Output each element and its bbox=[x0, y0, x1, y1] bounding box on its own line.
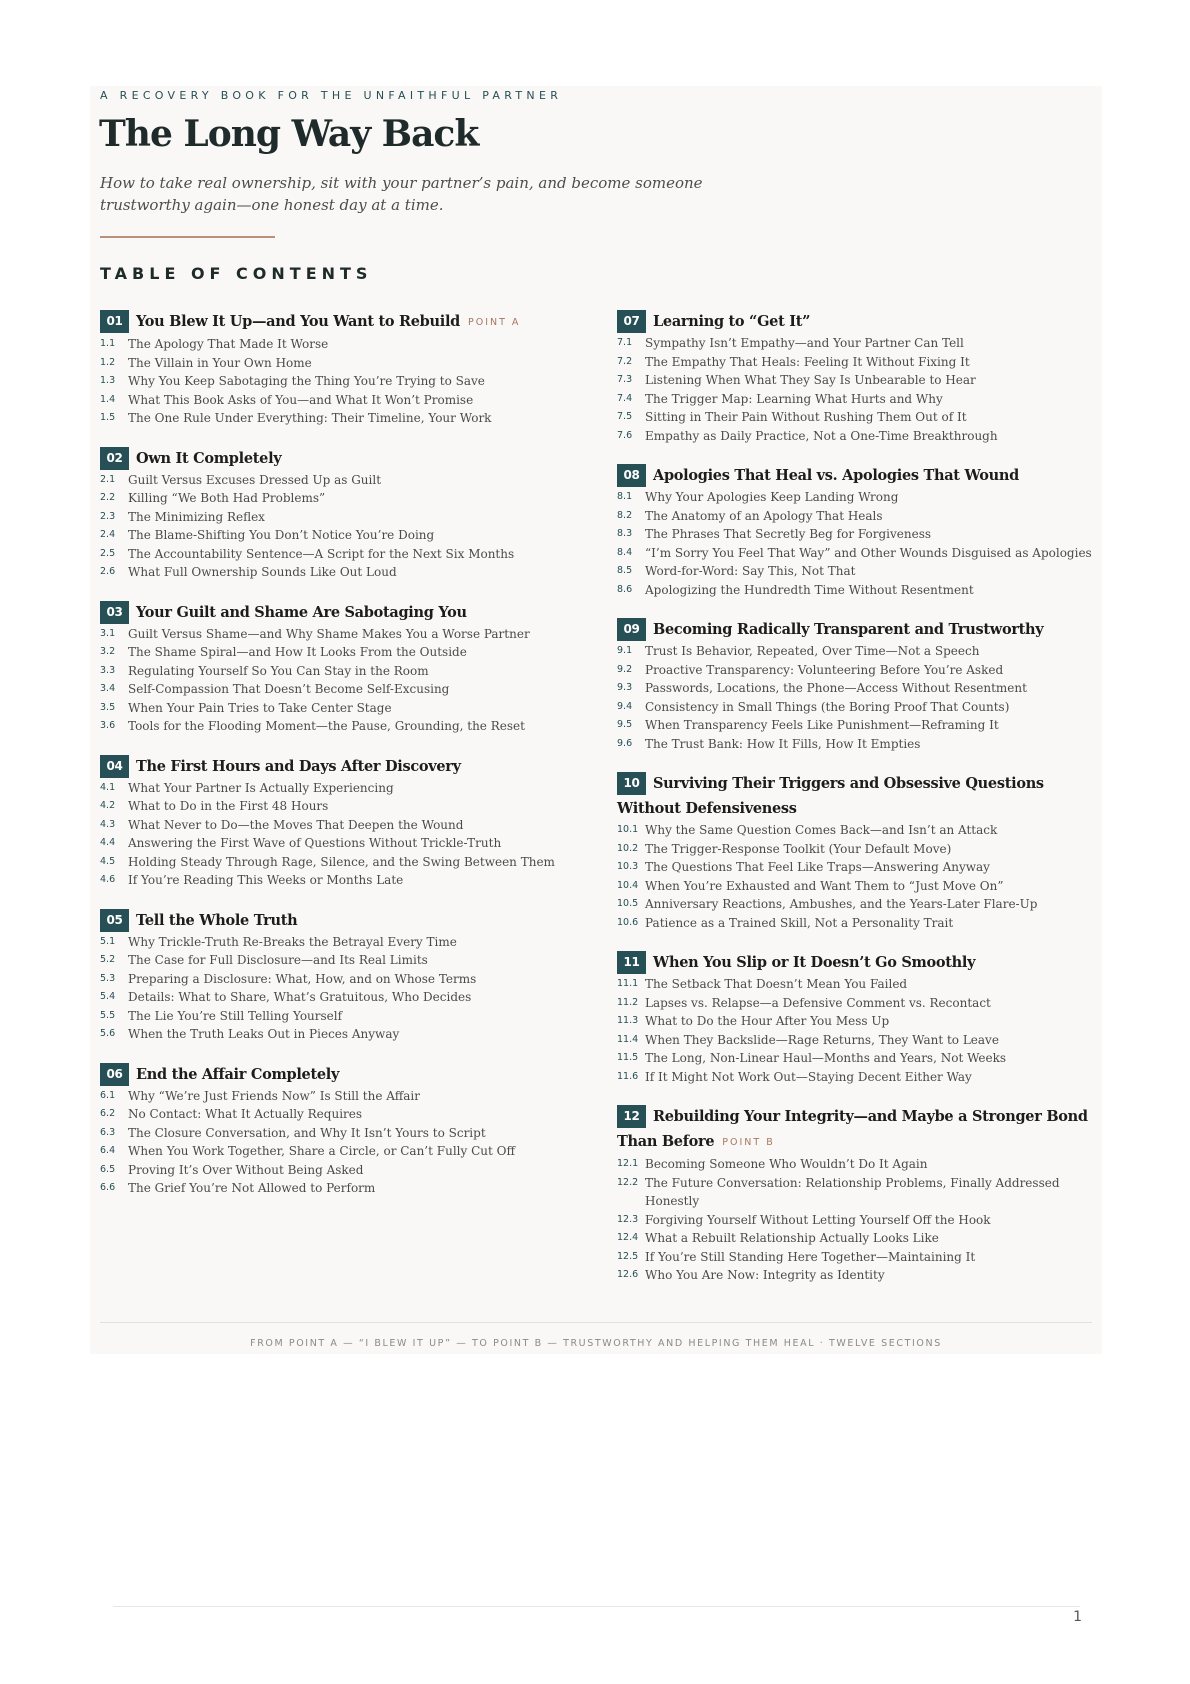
toc-section bbox=[100, 309, 570, 428]
section-item-list bbox=[617, 334, 1092, 445]
toc-item-number: 3.1 bbox=[100, 627, 116, 639]
toc-item-number: 8.5 bbox=[617, 565, 633, 576]
toc-item[interactable] bbox=[100, 970, 570, 989]
toc-item[interactable] bbox=[617, 334, 1092, 353]
toc-item-title: Listening When What They Say Is Unbearable to Hear bbox=[645, 373, 976, 387]
toc-item-title: Guilt Versus Shame—and Why Shame Makes You a Worse Partner bbox=[128, 626, 530, 641]
toc-item[interactable] bbox=[617, 975, 1092, 994]
toc-item[interactable] bbox=[100, 699, 570, 718]
toc-item[interactable] bbox=[617, 1174, 1092, 1211]
page-footer-rule bbox=[113, 1606, 1080, 1607]
toc-item-title: Consistency in Small Things (the Boring Proof That Counts) bbox=[645, 699, 1010, 714]
toc-item[interactable] bbox=[100, 508, 570, 527]
toc-item-title: Tools for the Flooding Moment—the Pause, Grounding, the Reset bbox=[128, 719, 525, 733]
toc-item-number: 12.5 bbox=[617, 1250, 639, 1262]
section-title: Your Guilt and Shame Are Sabotaging You bbox=[136, 603, 467, 621]
toc-item-title: What a Rebuilt Relationship Actually Looks Like bbox=[645, 1231, 939, 1245]
toc-item[interactable] bbox=[617, 427, 1092, 446]
toc-item-title: The Lie You’re Still Telling Yourself bbox=[128, 1008, 343, 1023]
toc-item-number: 2.6 bbox=[100, 566, 116, 577]
toc-item-title: Why You Keep Sabotaging the Thing You’re Trying to Save bbox=[128, 374, 485, 388]
toc-item-number: 1.1 bbox=[100, 338, 116, 349]
toc-item[interactable] bbox=[100, 1105, 570, 1124]
toc-item-title: The Closure Conversation, and Why It Isn’t Yours to Script bbox=[128, 1125, 486, 1140]
toc-item-title: Trust Is Behavior, Repeated, Over Time—Not a Speech bbox=[645, 644, 980, 658]
section-heading[interactable] bbox=[100, 1062, 570, 1087]
toc-section bbox=[617, 950, 1092, 1086]
toc-item-title: Sympathy Isn’t Empathy—and Your Partner Can Tell bbox=[645, 336, 964, 350]
toc-item-number: 11.5 bbox=[617, 1052, 639, 1063]
toc-item[interactable] bbox=[617, 488, 1092, 507]
toc-item[interactable] bbox=[617, 525, 1092, 544]
toc-item-title: The Villain in Your Own Home bbox=[128, 355, 312, 370]
book-kicker: A RECOVERY BOOK FOR THE UNFAITHFUL PARTNER bbox=[100, 89, 563, 102]
toc-item-title: The Setback That Doesn’t Mean You Failed bbox=[645, 977, 908, 991]
toc-item[interactable] bbox=[100, 1007, 570, 1026]
toc-item-number: 9.4 bbox=[617, 700, 633, 712]
toc-item-number: 6.4 bbox=[100, 1145, 116, 1156]
toc-item-title: Guilt Versus Excuses Dressed Up as Guilt bbox=[128, 472, 382, 487]
toc-item[interactable] bbox=[100, 680, 570, 699]
toc-item-title: When You Work Together, Share a Circle, or Can’t Fully Cut Off bbox=[128, 1144, 515, 1158]
toc-item-title: When Transparency Feels Like Punishment—Reframing It bbox=[645, 718, 999, 732]
toc-item[interactable] bbox=[617, 1248, 1092, 1267]
toc-item-title: The One Rule Under Everything: Their Timeline, Your Work bbox=[128, 411, 492, 425]
toc-item-title: Lapses vs. Relapse—a Defensive Comment vs. Recontact bbox=[645, 995, 991, 1010]
toc-item[interactable] bbox=[100, 643, 570, 662]
toc-item-number: 1.3 bbox=[100, 375, 116, 386]
point-tag: POINT A bbox=[468, 317, 521, 328]
accent-rule bbox=[100, 236, 275, 238]
toc-item[interactable] bbox=[100, 717, 570, 736]
toc-item[interactable] bbox=[100, 816, 570, 835]
toc-item-number: 5.1 bbox=[100, 935, 116, 947]
toc-item-title: Sitting in Their Pain Without Rushing Them Out of It bbox=[645, 410, 967, 424]
toc-item-title: Word-for-Word: Say This, Not That bbox=[645, 564, 856, 578]
toc-item-number: 6.2 bbox=[100, 1108, 116, 1119]
toc-item[interactable] bbox=[100, 1087, 570, 1106]
toc-item[interactable] bbox=[100, 988, 570, 1007]
toc-item[interactable] bbox=[100, 951, 570, 970]
toc-section bbox=[617, 463, 1092, 599]
toc-item-title: If You’re Still Standing Here Together—Maintaining It bbox=[645, 1249, 976, 1264]
toc-item-number: 10.2 bbox=[617, 842, 639, 854]
toc-item-number: 11.4 bbox=[617, 1033, 639, 1045]
section-title: Learning to “Get It” bbox=[653, 313, 811, 330]
section-title: End the Affair Completely bbox=[136, 1065, 340, 1083]
toc-item-number: 8.4 bbox=[617, 546, 633, 558]
toc-section bbox=[100, 446, 570, 582]
toc-item-number: 9.6 bbox=[617, 737, 633, 749]
toc-item[interactable] bbox=[100, 354, 570, 373]
toc-section bbox=[617, 617, 1092, 753]
toc-item-number: 3.6 bbox=[100, 720, 116, 731]
section-number-badge: 09 bbox=[617, 618, 646, 641]
toc-item-title: Apologizing the Hundredth Time Without Resentment bbox=[645, 582, 974, 597]
toc-item[interactable] bbox=[100, 545, 570, 564]
toc-item-number: 4.2 bbox=[100, 800, 116, 811]
toc-item[interactable] bbox=[100, 563, 570, 582]
toc-item[interactable] bbox=[617, 408, 1092, 427]
toc-item[interactable] bbox=[100, 797, 570, 816]
section-number-badge: 04 bbox=[100, 755, 129, 778]
toc-section bbox=[617, 771, 1092, 932]
toc-item-number: 5.4 bbox=[100, 991, 116, 1002]
toc-item[interactable] bbox=[617, 821, 1092, 840]
toc-section bbox=[617, 1104, 1092, 1285]
toc-item-number: 4.1 bbox=[100, 781, 116, 793]
section-item-list bbox=[100, 933, 570, 1044]
toc-item[interactable] bbox=[100, 834, 570, 853]
section-title: Becoming Radically Transparent and Trustworthy bbox=[653, 621, 1044, 638]
toc-item-title: Why Your Apologies Keep Landing Wrong bbox=[645, 490, 899, 504]
toc-item-number: 11.1 bbox=[617, 978, 639, 989]
toc-item[interactable] bbox=[100, 871, 570, 890]
toc-item[interactable] bbox=[617, 371, 1092, 390]
toc-item-title: The Trigger-Response Toolkit (Your Default Move) bbox=[645, 841, 952, 856]
toc-item-number: 12.3 bbox=[617, 1213, 639, 1225]
toc-item-number: 7.1 bbox=[617, 337, 633, 348]
toc-item-title: The Phrases That Secretly Beg for Forgiveness bbox=[645, 527, 932, 541]
toc-item-title: The Trust Bank: How It Fills, How It Empties bbox=[645, 736, 921, 751]
section-heading[interactable] bbox=[100, 309, 570, 335]
section-title: Apologies That Heal vs. Apologies That Wound bbox=[653, 467, 1019, 484]
toc-item-number: 5.2 bbox=[100, 954, 116, 965]
section-number-badge: 01 bbox=[100, 310, 129, 333]
toc-item-number: 10.3 bbox=[617, 861, 639, 872]
toc-item[interactable] bbox=[617, 1155, 1092, 1174]
toc-section bbox=[100, 600, 570, 736]
toc-item-title: Holding Steady Through Rage, Silence, and the Swing Between Them bbox=[128, 854, 555, 869]
toc-item-title: The Minimizing Reflex bbox=[128, 509, 265, 524]
section-heading[interactable] bbox=[617, 1104, 1092, 1155]
toc-item-title: What Full Ownership Sounds Like Out Loud bbox=[128, 565, 397, 579]
section-number-badge: 07 bbox=[617, 310, 646, 333]
toc-item[interactable] bbox=[617, 544, 1092, 563]
toc-item-number: 5.3 bbox=[100, 972, 116, 984]
section-item-list bbox=[100, 625, 570, 736]
toc-item-number: 6.6 bbox=[100, 1182, 116, 1193]
toc-item-title: The Trigger Map: Learning What Hurts and Why bbox=[645, 391, 943, 406]
toc-item-number: 11.3 bbox=[617, 1015, 639, 1026]
toc-item-title: The Empathy That Heals: Feeling It Without Fixing It bbox=[645, 354, 970, 369]
section-item-list bbox=[100, 335, 570, 428]
section-title: You Blew It Up—and You Want to Rebuild bbox=[136, 313, 460, 330]
toc-item[interactable] bbox=[100, 372, 570, 391]
section-heading[interactable] bbox=[617, 617, 1092, 642]
toc-item[interactable] bbox=[100, 625, 570, 644]
toc-item-number: 8.6 bbox=[617, 583, 633, 595]
toc-item-title: Empathy as Daily Practice, Not a One-Time Breakthrough bbox=[645, 428, 998, 443]
toc-item-number: 5.5 bbox=[100, 1009, 116, 1021]
toc-item[interactable] bbox=[617, 642, 1092, 661]
toc-item-number: 1.5 bbox=[100, 412, 116, 423]
section-item-list bbox=[617, 1155, 1092, 1285]
toc-item[interactable] bbox=[100, 1124, 570, 1143]
section-title: Surviving Their Triggers and Obsessive Questions Without Defensiveness bbox=[617, 775, 1044, 817]
toc-item-number: 3.2 bbox=[100, 646, 116, 657]
toc-column-right bbox=[617, 309, 1092, 1303]
section-item-list bbox=[617, 975, 1092, 1086]
toc-item-title: The Anatomy of an Apology That Heals bbox=[645, 508, 883, 523]
toc-item-title: Self-Compassion That Doesn’t Become Self-Excusing bbox=[128, 682, 450, 696]
toc-item[interactable] bbox=[617, 562, 1092, 581]
toc-item[interactable] bbox=[617, 1211, 1092, 1230]
toc-item[interactable] bbox=[100, 662, 570, 681]
point-tag: POINT B bbox=[722, 1137, 775, 1148]
toc-item[interactable] bbox=[617, 698, 1092, 717]
toc-item-number: 1.4 bbox=[100, 393, 116, 405]
footer-tagline: FROM POINT A — “I BLEW IT UP” — TO POINT B — TRUSTWORTHY AND HELPING THEM HEAL · TWELVE SECTIONS bbox=[250, 1338, 942, 1349]
toc-item-number: 9.1 bbox=[617, 645, 633, 656]
toc-item-title: What Your Partner Is Actually Experiencing bbox=[128, 780, 394, 795]
toc-item-number: 4.5 bbox=[100, 855, 116, 867]
toc-item-number: 10.6 bbox=[617, 916, 639, 928]
page-number: 1 bbox=[1073, 1609, 1082, 1625]
toc-item-number: 7.3 bbox=[617, 374, 633, 385]
section-heading[interactable] bbox=[100, 600, 570, 625]
toc-item-title: Why Trickle-Truth Re-Breaks the Betrayal Every Time bbox=[128, 934, 457, 949]
section-number-badge: 02 bbox=[100, 447, 129, 470]
toc-item-title: What to Do in the First 48 Hours bbox=[128, 799, 329, 813]
toc-item-number: 1.2 bbox=[100, 356, 116, 368]
section-title: Own It Completely bbox=[136, 449, 282, 467]
toc-item-number: 9.3 bbox=[617, 682, 633, 693]
toc-item-title: What Never to Do—the Moves That Deepen the Wound bbox=[128, 817, 464, 832]
section-title: When You Slip or It Doesn’t Go Smoothly bbox=[653, 954, 976, 971]
section-item-list bbox=[617, 642, 1092, 753]
toc-item-title: When the Truth Leaks Out in Pieces Anyway bbox=[128, 1027, 400, 1041]
toc-item-title: Killing “We Both Had Problems” bbox=[128, 491, 326, 505]
toc-item-number: 7.4 bbox=[617, 392, 633, 404]
toc-item-number: 2.3 bbox=[100, 510, 116, 522]
toc-item-title: The Grief You’re Not Allowed to Perform bbox=[128, 1181, 376, 1195]
toc-item-title: The Future Conversation: Relationship Problems, Finally Addressed Honestly bbox=[645, 1175, 1060, 1208]
toc-item[interactable] bbox=[617, 581, 1092, 600]
toc-item-number: 12.4 bbox=[617, 1232, 639, 1243]
toc-item[interactable] bbox=[617, 390, 1092, 409]
toc-item[interactable] bbox=[617, 895, 1092, 914]
toc-item[interactable] bbox=[617, 1266, 1092, 1285]
toc-item-number: 4.6 bbox=[100, 874, 116, 885]
toc-item[interactable] bbox=[100, 779, 570, 798]
toc-item-title: Becoming Someone Who Wouldn’t Do It Again bbox=[645, 1157, 928, 1171]
toc-item-number: 10.4 bbox=[617, 879, 639, 891]
toc-item-title: The Apology That Made It Worse bbox=[128, 337, 329, 351]
section-heading[interactable] bbox=[617, 771, 1092, 821]
toc-item[interactable] bbox=[617, 1012, 1092, 1031]
footer-rule bbox=[100, 1322, 1092, 1323]
toc-item-title: The Case for Full Disclosure—and Its Real Limits bbox=[128, 953, 428, 967]
toc-item[interactable] bbox=[100, 1025, 570, 1044]
toc-item[interactable] bbox=[100, 1142, 570, 1161]
section-item-list bbox=[100, 1087, 570, 1198]
toc-item-number: 8.1 bbox=[617, 491, 633, 502]
toc-item[interactable] bbox=[100, 471, 570, 490]
toc-section bbox=[100, 1062, 570, 1198]
toc-column-left bbox=[100, 309, 570, 1216]
toc-item[interactable] bbox=[100, 409, 570, 428]
toc-item-number: 12.1 bbox=[617, 1158, 639, 1169]
section-title: Rebuilding Your Integrity—and Maybe a Stronger Bond Than Before bbox=[617, 1108, 1088, 1150]
toc-item[interactable] bbox=[100, 933, 570, 952]
toc-item-number: 11.2 bbox=[617, 996, 639, 1008]
toc-item-title: No Contact: What It Actually Requires bbox=[128, 1107, 363, 1121]
toc-item[interactable] bbox=[617, 1031, 1092, 1050]
toc-item-number: 12.2 bbox=[617, 1176, 639, 1188]
toc-item[interactable] bbox=[617, 661, 1092, 680]
toc-item[interactable] bbox=[617, 735, 1092, 754]
toc-item[interactable] bbox=[617, 840, 1092, 859]
toc-item-title: What This Book Asks of You—and What It Won’t Promise bbox=[128, 392, 474, 407]
toc-item[interactable] bbox=[100, 1179, 570, 1198]
section-heading[interactable] bbox=[617, 950, 1092, 975]
toc-item-number: 2.1 bbox=[100, 473, 116, 485]
toc-item[interactable] bbox=[617, 1229, 1092, 1248]
section-item-list bbox=[100, 471, 570, 582]
toc-item[interactable] bbox=[617, 914, 1092, 933]
toc-item-number: 7.2 bbox=[617, 355, 633, 367]
section-number-badge: 06 bbox=[100, 1063, 129, 1086]
section-number-badge: 03 bbox=[100, 601, 129, 624]
toc-item-title: The Blame-Shifting You Don’t Notice You’re Doing bbox=[128, 528, 435, 542]
section-heading[interactable] bbox=[100, 754, 570, 779]
toc-item-title: Forgiving Yourself Without Letting Yourself Off the Hook bbox=[645, 1212, 991, 1227]
toc-item-number: 2.4 bbox=[100, 529, 116, 540]
toc-item-title: The Questions That Feel Like Traps—Answering Anyway bbox=[645, 860, 990, 874]
toc-item[interactable] bbox=[617, 507, 1092, 526]
toc-item[interactable] bbox=[617, 679, 1092, 698]
toc-section bbox=[100, 754, 570, 890]
toc-item-number: 3.3 bbox=[100, 664, 116, 676]
toc-item[interactable] bbox=[617, 353, 1092, 372]
toc-item-number: 9.2 bbox=[617, 663, 633, 675]
book-title: The Long Way Back bbox=[99, 113, 479, 155]
toc-item[interactable] bbox=[100, 489, 570, 508]
toc-item-title: If You’re Reading This Weeks or Months Late bbox=[128, 873, 404, 887]
toc-item-title: If It Might Not Work Out—Staying Decent Either Way bbox=[645, 1069, 972, 1084]
section-item-list bbox=[617, 488, 1092, 599]
toc-item-number: 6.5 bbox=[100, 1163, 116, 1175]
toc-item-title: Details: What to Share, What’s Gratuitous, Who Decides bbox=[128, 990, 472, 1004]
toc-item-title: The Accountability Sentence—A Script for the Next Six Months bbox=[128, 546, 515, 561]
toc-item[interactable] bbox=[100, 1161, 570, 1180]
toc-item-title: The Shame Spiral—and How It Looks From the Outside bbox=[128, 645, 467, 659]
section-number-badge: 08 bbox=[617, 464, 646, 487]
toc-item-title: Who You Are Now: Integrity as Identity bbox=[645, 1268, 885, 1282]
toc-item-title: When Your Pain Tries to Take Center Stage bbox=[128, 700, 392, 715]
section-number-badge: 11 bbox=[617, 951, 646, 974]
toc-item-number: 10.1 bbox=[617, 824, 639, 835]
section-heading[interactable] bbox=[617, 463, 1092, 488]
toc-item-number: 2.2 bbox=[100, 492, 116, 503]
toc-item[interactable] bbox=[617, 858, 1092, 877]
toc-item-number: 3.5 bbox=[100, 701, 116, 713]
toc-item-number: 3.4 bbox=[100, 683, 116, 694]
toc-item-number: 12.6 bbox=[617, 1269, 639, 1280]
section-number-badge: 05 bbox=[100, 909, 129, 932]
toc-item-number: 4.3 bbox=[100, 818, 116, 830]
toc-item-title: Patience as a Trained Skill, Not a Personality Trait bbox=[645, 915, 954, 930]
section-heading[interactable] bbox=[617, 309, 1092, 334]
toc-item-title: Proactive Transparency: Volunteering Before You’re Asked bbox=[645, 662, 1004, 677]
toc-item-title: Passwords, Locations, the Phone—Access Without Resentment bbox=[645, 681, 1027, 695]
toc-item-number: 6.1 bbox=[100, 1089, 116, 1101]
toc-section bbox=[617, 309, 1092, 445]
section-heading[interactable] bbox=[100, 446, 570, 471]
book-subtitle: How to take real ownership, sit with your partner’s pain, and become someone trustworthy again—one honest day at a time. bbox=[100, 174, 703, 214]
toc-item-title: Answering the First Wave of Questions Without Trickle-Truth bbox=[128, 836, 502, 850]
toc-item-title: Proving It’s Over Without Being Asked bbox=[128, 1162, 364, 1177]
toc-item-number: 4.4 bbox=[100, 837, 116, 848]
section-title: Tell the Whole Truth bbox=[136, 911, 298, 929]
toc-item[interactable] bbox=[100, 391, 570, 410]
section-number-badge: 10 bbox=[617, 772, 646, 795]
section-title: The First Hours and Days After Discovery bbox=[136, 757, 461, 775]
toc-item[interactable] bbox=[100, 853, 570, 872]
toc-heading: TABLE OF CONTENTS bbox=[100, 264, 373, 283]
toc-item[interactable] bbox=[617, 877, 1092, 896]
toc-item[interactable] bbox=[617, 994, 1092, 1013]
section-item-list bbox=[617, 821, 1092, 932]
toc-item[interactable] bbox=[617, 1068, 1092, 1087]
toc-item-number: 2.5 bbox=[100, 547, 116, 559]
toc-item-title: Preparing a Disclosure: What, How, and on Whose Terms bbox=[128, 971, 477, 986]
toc-item-title: When They Backslide—Rage Returns, They Want to Leave bbox=[645, 1032, 999, 1047]
toc-item-title: Anniversary Reactions, Ambushes, and the Years-Later Flare-Up bbox=[645, 897, 1038, 911]
toc-item-title: The Long, Non-Linear Haul—Months and Years, Not Weeks bbox=[645, 1051, 1007, 1065]
toc-item-number: 7.6 bbox=[617, 429, 633, 441]
toc-item-title: Regulating Yourself So You Can Stay in the Room bbox=[128, 663, 429, 678]
section-heading[interactable] bbox=[100, 908, 570, 933]
toc-item-number: 10.5 bbox=[617, 898, 639, 909]
toc-item-title: “I’m Sorry You Feel That Way” and Other Wounds Disguised as Apologies bbox=[645, 545, 1092, 560]
toc-item-number: 6.3 bbox=[100, 1126, 116, 1138]
toc-item-title: Why “We’re Just Friends Now” Is Still the Affair bbox=[128, 1088, 420, 1103]
toc-item-number: 8.2 bbox=[617, 509, 633, 521]
toc-item-title: What to Do the Hour After You Mess Up bbox=[645, 1014, 890, 1028]
toc-item-number: 8.3 bbox=[617, 528, 633, 539]
section-item-list bbox=[100, 779, 570, 890]
toc-item-number: 9.5 bbox=[617, 719, 633, 730]
section-number-badge: 12 bbox=[617, 1105, 646, 1128]
toc-item[interactable] bbox=[100, 526, 570, 545]
toc-item-number: 11.6 bbox=[617, 1070, 639, 1082]
toc-item[interactable] bbox=[100, 335, 570, 354]
toc-item-number: 5.6 bbox=[100, 1028, 116, 1039]
toc-item-title: When You’re Exhausted and Want Them to “Just Move On” bbox=[645, 878, 1004, 893]
toc-item-title: Why the Same Question Comes Back—and Isn’t an Attack bbox=[645, 823, 998, 837]
toc-item[interactable] bbox=[617, 1049, 1092, 1068]
toc-item[interactable] bbox=[617, 716, 1092, 735]
toc-item-number: 7.5 bbox=[617, 411, 633, 422]
toc-section bbox=[100, 908, 570, 1044]
